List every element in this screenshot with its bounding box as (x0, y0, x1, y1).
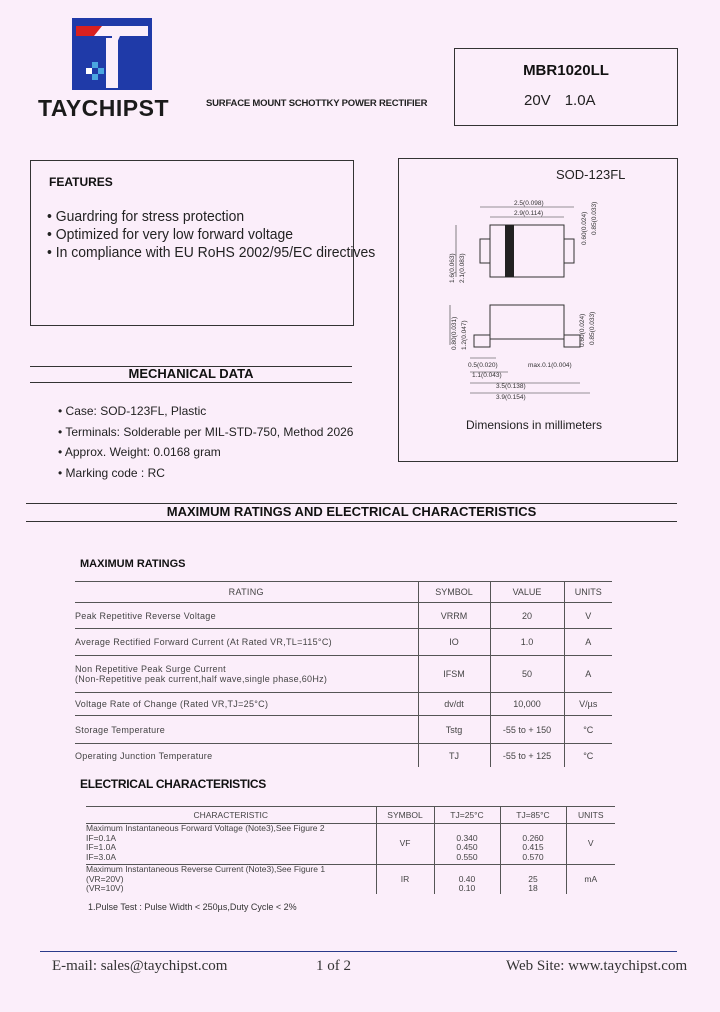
column-header: UNITS (564, 582, 612, 603)
table-row (75, 693, 612, 716)
table-row (75, 716, 612, 744)
characteristic-cell (86, 824, 376, 865)
dim-text: 0.5(0.020) (468, 362, 498, 369)
package-side-body (490, 305, 564, 339)
dim-text: 0.60(0.024) (581, 211, 588, 245)
rating-line: (Non-Repetitive peak current,half wave,single phase,60Hz) (75, 674, 328, 684)
value-cell: -55 to + 150 (490, 716, 564, 744)
dim-text: 0.60(0.024) (579, 313, 586, 347)
ratings-section-title: MAXIMUM RATINGS AND ELECTRICAL CHARACTERISTICS (166, 504, 537, 519)
table-row (75, 744, 612, 768)
electrical-table (86, 806, 615, 894)
condition: IF=3.0A (86, 851, 117, 862)
mechanical-list (58, 401, 353, 483)
divider (30, 382, 352, 383)
units-cell: V (566, 824, 615, 865)
taychipst-logo (72, 18, 152, 90)
value-cell: -55 to + 125 (490, 744, 564, 768)
voltage-rating: 20V (524, 92, 551, 109)
value: 0.260 (522, 832, 544, 843)
rating-cell: Peak Repetitive Reverse Voltage (75, 603, 418, 629)
page-number: 1 of 2 (316, 958, 351, 974)
divider (26, 521, 677, 522)
max-ratings-table (75, 581, 612, 767)
rating-line: Non Repetitive Peak Surge Current (75, 664, 226, 674)
mechanical-item: • Marking code : RC (58, 465, 165, 480)
dim-text: 2.5(0.098) (514, 200, 544, 207)
value-cell: 1.0 (490, 629, 564, 656)
value: 0.450 (456, 842, 478, 852)
units-cell: A (564, 656, 612, 693)
column-header: TJ=85°C (500, 807, 566, 824)
value-cell (434, 824, 500, 865)
footer-email[interactable]: E-mail: sales@taychipst.com (52, 958, 228, 974)
value: 0.550 (456, 851, 478, 862)
dim-text: 2.1(0.083) (459, 253, 466, 283)
units-cell: V (564, 603, 612, 629)
dim-text: 1.1(0.043) (472, 372, 502, 379)
condition: (VR=20V) (86, 873, 124, 884)
symbol-cell: VRRM (418, 603, 490, 629)
rating-cell: Average Rectified Forward Current (At Rated VR,TL=115°C) (75, 629, 418, 656)
value-cell: 50 (490, 656, 564, 693)
part-number: MBR1020LL (523, 62, 609, 79)
value-cell: 20 (490, 603, 564, 629)
dim-text: max.0.1(0.004) (528, 362, 572, 369)
document-subtitle: SURFACE MOUNT SCHOTTKY POWER RECTIFIER (206, 98, 428, 109)
features-list (47, 208, 375, 262)
table-row (86, 865, 615, 894)
table-header-row (86, 807, 615, 824)
condition: IF=1.0A (86, 842, 117, 852)
units-cell: V/µs (564, 693, 612, 716)
characteristic-title: Maximum Instantaneous Forward Voltage (Note3),See Figure 2 (86, 823, 325, 833)
part-number-box (454, 48, 678, 126)
column-header: UNITS (566, 807, 615, 824)
dim-text: 1.2(0.047) (461, 320, 468, 350)
column-header: CHARACTERISTIC (86, 807, 376, 824)
pulse-test-note: 1.Pulse Test : Pulse Width < 250µs,Duty Cycle < 2% (88, 902, 297, 912)
electrical-title: ELECTRICAL CHARACTERISTICS (80, 777, 266, 791)
mechanical-item: • Case: SOD-123FL, Plastic (58, 404, 207, 418)
value: 0.10 (458, 883, 476, 893)
value-cell (434, 865, 500, 894)
footer-website[interactable]: Web Site: www.taychipst.com (506, 958, 688, 974)
column-header: RATING (75, 582, 418, 603)
characteristic-cell (86, 865, 376, 894)
rating-cell: Voltage Rate of Change (Rated VR,TJ=25°C) (75, 693, 418, 716)
package-name: SOD-123FL (556, 167, 626, 182)
dim-text: 3.9(0.154) (496, 394, 526, 401)
part-rating (524, 92, 610, 109)
column-header: SYMBOL (376, 807, 434, 824)
dim-text: 0.85(0.033) (591, 201, 598, 235)
rating-cell: Storage Temperature (75, 716, 418, 744)
table-row (75, 603, 612, 629)
value: 0.340 (456, 832, 478, 843)
mechanical-item: • Approx. Weight: 0.0168 gram (58, 445, 221, 459)
footer-divider (40, 951, 677, 952)
column-header: VALUE (490, 582, 564, 603)
features-title: FEATURES (49, 175, 113, 189)
value: 25 (528, 873, 538, 884)
value-cell (500, 824, 566, 865)
dim-text: 3.5(0.138) (496, 383, 526, 390)
table-row (75, 629, 612, 656)
rating-cell: Operating Junction Temperature (75, 750, 213, 761)
table-row (75, 656, 612, 693)
units-cell: mA (566, 865, 615, 894)
value: 0.40 (458, 873, 476, 884)
symbol-cell: Tstg (418, 716, 490, 744)
symbol-cell: VF (376, 824, 434, 865)
mechanical-data-title: MECHANICAL DATA (128, 366, 254, 381)
symbol-cell: IR (376, 865, 434, 894)
units-cell: °C (564, 716, 612, 744)
max-ratings-title: MAXIMUM RATINGS (80, 558, 186, 570)
dim-text: 2.9(0.114) (514, 210, 544, 217)
symbol-cell: IFSM (418, 656, 490, 693)
value: 0.570 (522, 851, 544, 862)
mechanical-item: • Terminals: Solderable per MIL-STD-750, Method 2026 (58, 424, 354, 439)
symbol-cell: IO (418, 629, 490, 656)
dim-text: 0.85(0.033) (589, 311, 596, 345)
current-rating: 1.0A (564, 92, 596, 109)
package-outline-drawing (410, 195, 670, 407)
rating-cell (75, 656, 418, 693)
units-cell: °C (564, 744, 612, 768)
feature-item: • Guardring for stress protection (47, 208, 245, 225)
package-top-body (490, 225, 564, 277)
symbol-cell: TJ (418, 744, 490, 768)
column-header: SYMBOL (418, 582, 490, 603)
condition: (VR=10V) (86, 883, 124, 893)
table-header-row (75, 582, 612, 603)
dim-text: 1.6(0.063) (449, 253, 456, 283)
symbol-cell: dv/dt (418, 693, 490, 716)
dim-text: 0.80(0.031) (451, 316, 458, 350)
dimensions-caption: Dimensions in millimeters (466, 418, 603, 432)
value: 0.415 (522, 842, 544, 852)
feature-item: • In compliance with EU RoHS 2002/95/EC directives (47, 244, 376, 261)
value-cell (500, 865, 566, 894)
value: 18 (528, 883, 538, 893)
value-cell: 10,000 (490, 693, 564, 716)
column-header: TJ=25°C (434, 807, 500, 824)
units-cell: A (564, 629, 612, 656)
condition: IF=0.1A (86, 832, 117, 843)
feature-item: • Optimized for very low forward voltage (47, 226, 293, 243)
brand-name: TAYCHIPST (38, 95, 170, 121)
table-row (86, 824, 615, 865)
characteristic-title: Maximum Instantaneous Reverse Current (Note3),See Figure 1 (86, 864, 326, 874)
